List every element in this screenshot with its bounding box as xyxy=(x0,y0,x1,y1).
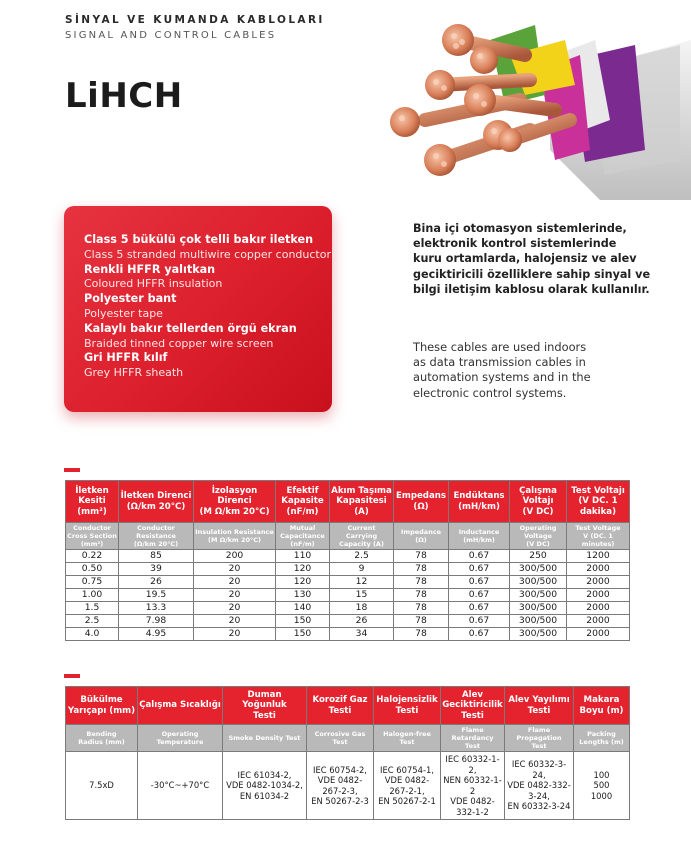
table-cell: 18 xyxy=(330,602,394,615)
description-line: These cables are used indoors xyxy=(413,340,587,354)
column-header: Alev Yayılımı Testi xyxy=(505,687,574,725)
table-cell: 0.67 xyxy=(449,563,510,576)
column-header: Korozif Gaz Testi xyxy=(307,687,374,725)
table-row xyxy=(66,628,630,641)
table-cell: 2000 xyxy=(567,563,630,576)
feature-tr: Renkli HFFR yalıtkan xyxy=(84,262,216,276)
table-cell: 78 xyxy=(394,550,449,563)
column-subheader: Current Carrying Capacity (A) xyxy=(330,523,394,550)
column-header: Akım Taşıma Kapasitesi (A) xyxy=(330,481,394,523)
table-cell: 26 xyxy=(330,615,394,628)
table-cell: 2000 xyxy=(567,576,630,589)
table-cell: 300/500 xyxy=(510,602,567,615)
column-subheader: Impedance (Ω) xyxy=(394,523,449,550)
table-cell: 78 xyxy=(394,589,449,602)
feature-en: Coloured HFFR insulation xyxy=(84,277,223,291)
table-cell: 39 xyxy=(119,563,194,576)
test-specs-table xyxy=(65,686,630,820)
table-cell: 120 xyxy=(276,563,330,576)
description-en xyxy=(413,340,643,401)
header-row-tr xyxy=(66,481,630,523)
table-cell: 4.0 xyxy=(66,628,119,641)
table-cell: 20 xyxy=(194,602,276,615)
table-cell: 78 xyxy=(394,615,449,628)
feature-en: Braided tinned copper wire screen xyxy=(84,336,274,350)
features-box xyxy=(64,206,332,412)
table-cell: 78 xyxy=(394,563,449,576)
column-header: Halojensizlik Testi xyxy=(374,687,441,725)
column-subheader: Insulation Resistance (M Ω/km 20°C) xyxy=(194,523,276,550)
column-header: Bükülme Yarıçapı (mm) xyxy=(66,687,138,725)
table-row xyxy=(66,576,630,589)
table-cell: 2.5 xyxy=(330,550,394,563)
description-line: bilgi iletişim kablosu olarak kullanılır. xyxy=(413,282,650,296)
table-cell: 0.50 xyxy=(66,563,119,576)
column-subheader: Flame Propagation Test xyxy=(505,725,574,752)
table-cell: 7.5xD xyxy=(66,752,138,820)
table-cell: 20 xyxy=(194,589,276,602)
table-cell: 2000 xyxy=(567,628,630,641)
table-cell: 0.67 xyxy=(449,550,510,563)
table-cell: 1.00 xyxy=(66,589,119,602)
table-cell: 34 xyxy=(330,628,394,641)
table-cell: 2000 xyxy=(567,602,630,615)
column-header: Endüktans (mH/km) xyxy=(449,481,510,523)
table-cell: 150 xyxy=(276,615,330,628)
table-cell: 15 xyxy=(330,589,394,602)
feature-tr: Polyester bant xyxy=(84,292,177,306)
table-cell: 85 xyxy=(119,550,194,563)
description-line: as data transmission cables in xyxy=(413,355,586,370)
section-title-en: SIGNAL AND CONTROL CABLES xyxy=(65,30,277,41)
table-cell: 78 xyxy=(394,628,449,641)
table-cell: 19.5 xyxy=(119,589,194,602)
header-row-en xyxy=(66,523,630,550)
table-row xyxy=(66,615,630,628)
table-cell: 0.67 xyxy=(449,628,510,641)
table-cell: 0.75 xyxy=(66,576,119,589)
description-line: kuru ortamlarda, halojensiz ve alev xyxy=(413,252,637,266)
table-cell: 300/500 xyxy=(510,628,567,641)
table-cell: 1200 xyxy=(567,550,630,563)
description-line: electronic control systems. xyxy=(413,385,567,400)
column-subheader: Conductor Resistance (Ω/km 20°C) xyxy=(119,523,194,550)
table-cell: 7.98 xyxy=(119,615,194,628)
header-row-en xyxy=(66,725,630,752)
table-cell: 26 xyxy=(119,576,194,589)
table-cell: 20 xyxy=(194,615,276,628)
column-subheader: Flame Retardancy Test xyxy=(441,725,505,752)
table-cell: 100 500 1000 xyxy=(574,752,630,820)
description-tr xyxy=(413,221,663,297)
feature-en: Polyester tape xyxy=(84,306,163,320)
electrical-specs-table xyxy=(65,480,630,641)
table-body xyxy=(66,550,630,641)
feature-en: Grey HFFR sheath xyxy=(84,366,184,380)
section-title-tr: SİNYAL VE KUMANDA KABLOLARI xyxy=(65,14,325,26)
table-cell: 12 xyxy=(330,576,394,589)
cable-image xyxy=(380,0,691,200)
table-row xyxy=(66,752,630,820)
header-row-tr xyxy=(66,687,630,725)
table-cell: IEC 61034-2, VDE 0482-1034-2, EN 61034-2 xyxy=(223,752,307,820)
table-cell: 78 xyxy=(394,602,449,615)
table-cell: 300/500 xyxy=(510,576,567,589)
table-cell: 13.3 xyxy=(119,602,194,615)
column-subheader: Conductor Cross Section (mm²) xyxy=(67,524,117,548)
table-cell: 1.5 xyxy=(66,602,119,615)
table-row xyxy=(66,550,630,563)
description-line: geciktiricili özelliklere sahip sinyal ve xyxy=(413,267,651,281)
table-cell: 110 xyxy=(276,550,330,563)
column-subheader: Packing Lengths (m) xyxy=(574,725,630,752)
table-cell: 2000 xyxy=(567,589,630,602)
column-header: Test Voltajı (V DC. 1 dakika) xyxy=(567,481,630,523)
table-cell: 2000 xyxy=(567,615,630,628)
description-line: elektronik kontrol sistemlerinde xyxy=(413,237,617,251)
table-cell: 300/500 xyxy=(510,563,567,576)
table-cell: 0.22 xyxy=(66,550,119,563)
table-cell: 78 xyxy=(394,576,449,589)
table-cell: 9 xyxy=(330,563,394,576)
table-cell: 0.67 xyxy=(449,589,510,602)
description-line: Bina içi otomasyon sistemlerinde, xyxy=(413,222,627,235)
column-subheader: Halogen-free Test xyxy=(374,725,441,752)
table-cell: IEC 60332-3-24, VDE 0482-332- 3-24, EN 60332-3-24 xyxy=(505,752,574,820)
column-header: Efektif Kapasite (nF/m) xyxy=(276,481,330,523)
column-subheader: Bending Radius (mm) xyxy=(66,725,138,752)
table-cell: IEC 60754-1, VDE 0482- 267-2-1, EN 50267-2-1 xyxy=(374,752,441,820)
table-cell: 0.67 xyxy=(449,576,510,589)
feature-tr: Gri HFFR kılıf xyxy=(84,351,168,365)
column-header: İzolasyon Direnci (M Ω/km 20°C) xyxy=(194,481,276,523)
column-subheader: Test Voltage V (DC. 1 minutes) xyxy=(567,523,630,550)
table-cell: IEC 60332-1-2, NEN 60332-1-2 VDE 0482- 332-1-2 xyxy=(441,752,505,820)
column-subheader: Operating Voltage (V DC) xyxy=(510,523,567,550)
column-header: İletken Kesiti (mm²) xyxy=(66,481,119,523)
table-cell: 250 xyxy=(510,550,567,563)
table-cell: -30°C~+70°C xyxy=(138,752,223,820)
column-header: Makara Boyu (m) xyxy=(574,687,630,725)
column-header: İletken Direnci (Ω/km 20°C) xyxy=(119,481,194,523)
table-cell: 200 xyxy=(194,550,276,563)
table-cell: 2.5 xyxy=(66,615,119,628)
description-line: automation systems and in the xyxy=(413,370,591,385)
table-cell: 120 xyxy=(276,576,330,589)
table-cell: 4.95 xyxy=(119,628,194,641)
feature-tr: Kalaylı bakır tellerden örgü ekran xyxy=(84,321,297,335)
column-header: Çalışma Voltajı (V DC) xyxy=(510,481,567,523)
table-cell: 0.67 xyxy=(449,602,510,615)
column-subheader: Mutual Capacitance (nF/m) xyxy=(276,523,330,550)
table-cell: 150 xyxy=(276,628,330,641)
table-cell: 0.67 xyxy=(449,615,510,628)
table-cell: 300/500 xyxy=(510,589,567,602)
section-marker xyxy=(64,468,80,472)
feature-en: Class 5 stranded multiwire copper conductor xyxy=(84,247,331,261)
table-cell: 20 xyxy=(194,628,276,641)
table-cell: 20 xyxy=(194,563,276,576)
column-header: Empedans (Ω) xyxy=(394,481,449,523)
column-header: Duman Yoğunluk Testi xyxy=(223,687,307,725)
column-subheader: Operating Temperature xyxy=(138,725,223,752)
table-cell: 300/500 xyxy=(510,615,567,628)
column-header: Çalışma Sıcaklığı xyxy=(138,687,223,725)
section-marker xyxy=(64,674,80,678)
column-subheader: Corrosive Gas Test xyxy=(307,725,374,752)
table-cell: IEC 60754-2, VDE 0482- 267-2-3, EN 50267-2-3 xyxy=(307,752,374,820)
table-row xyxy=(66,563,630,576)
table-cell: 20 xyxy=(194,576,276,589)
column-subheader: Inductance (mH/km) xyxy=(449,523,510,550)
table-row xyxy=(66,602,630,615)
feature-tr: Class 5 bükülü çok telli bakır iletken xyxy=(84,233,314,246)
table-cell: 130 xyxy=(276,589,330,602)
table-row xyxy=(66,589,630,602)
product-title: LiHCH xyxy=(65,76,183,116)
table-cell: 140 xyxy=(276,602,330,615)
column-header: Alev Geciktiricilik Testi xyxy=(441,687,505,725)
column-subheader: Smoke Density Test xyxy=(223,725,307,752)
